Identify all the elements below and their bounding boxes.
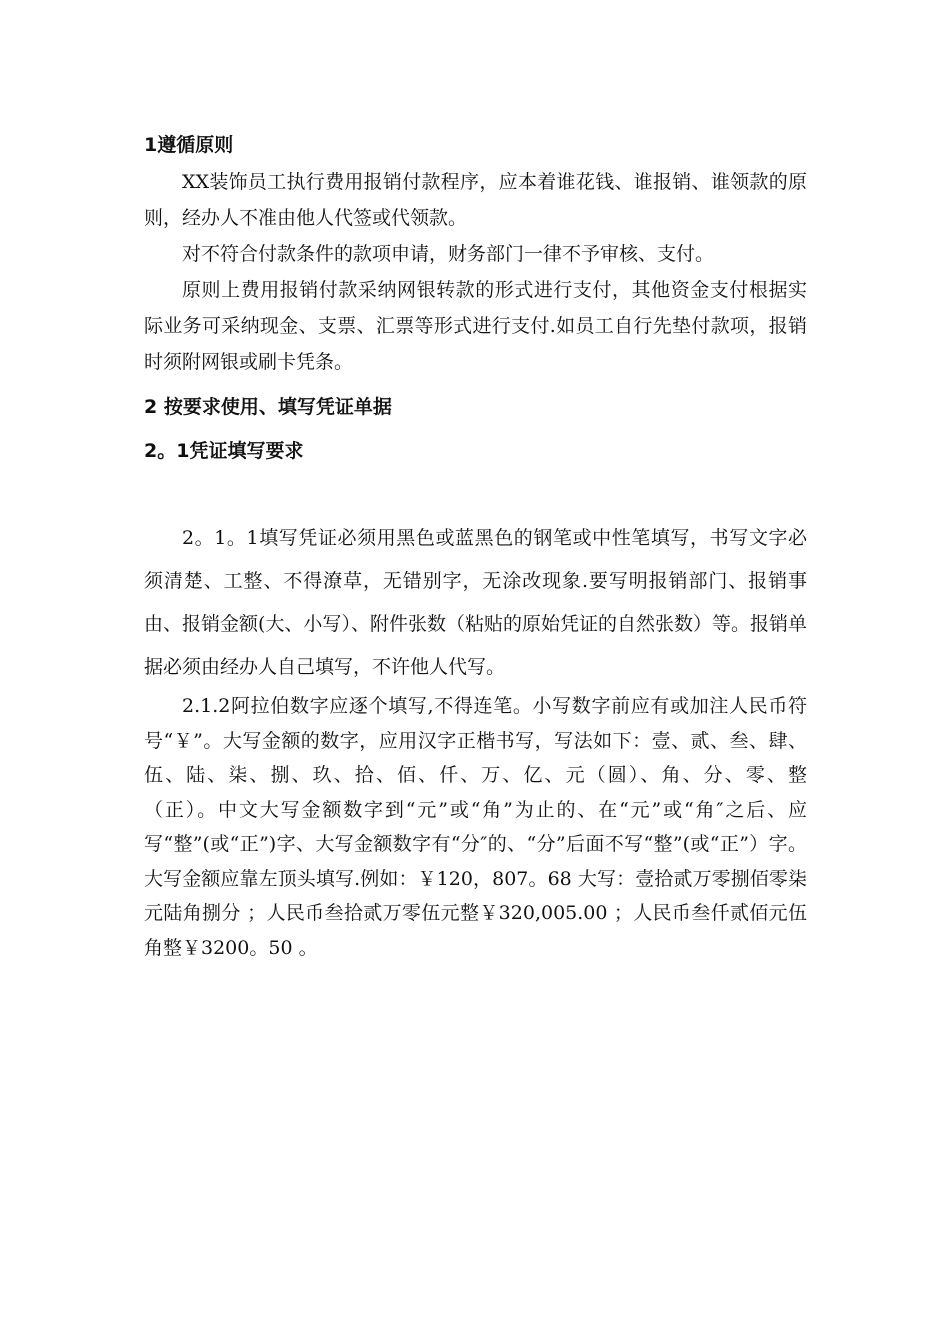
section-heading-voucher-filling: 2。1凭证填写要求 <box>144 440 304 462</box>
paragraph-principle-responsibility: XX装饰员工执行费用报销付款程序，应本着谁花钱、谁报销、谁领款的原则，经办人不准由他人代签或代领款。 <box>144 171 807 229</box>
section-heading-voucher-usage: 2 按要求使用、填写凭证单据 <box>144 396 392 418</box>
paragraph-filling-amount-rules: 2.1.2阿拉伯数字应逐个填写,不得连笔。小写数字前应有或加注人民币符号“￥”。大写金额的数字，应用汉字正楷书写，写法如下：壹、贰、叁、肆、伍、陆、柒、捌、玖、拾、佰、仟、万、亿、元（圆）、角、分、零、整（正）。中文大写金额数字到“元”或“角”为止的、在“元”或“角″之后、应写“整”(或“正”)字、大写金额数字有“分″的、“分”后面不写“整”(或“正”）字。大写金额应靠左顶头填写.例如：￥120，807。68 大写：壹拾贰万零捌佰零柒元陆角捌分 ；人民币叁拾贰万零伍元整￥320,005.00 ；人民币叁仟贰佰元伍角整￥3200。50 。 <box>144 695 807 959</box>
section-heading-principles: 1遵循原则 <box>144 134 234 156</box>
paragraph-principle-payment-method: 原则上费用报销付款采纳网银转款的形式进行支付，其他资金支付根据实际业务可采纳现金、支票、汇票等形式进行支付.如员工自行先垫付款项，报销时须附网银或刷卡凭条。 <box>144 279 807 373</box>
paragraph-principle-no-approval: 对不符合付款条件的款项申请，财务部门一律不予审核、支付。 <box>182 243 715 265</box>
paragraph-filling-pen-rules: 2。1。1填写凭证必须用黑色或蓝黑色的钢笔或中性笔填写，书写文字必须清楚、工整、不得潦草，无错别字，无涂改现象.要写明报销部门、报销事由、报销金额(大、小写）、附件张数（粘贴的原始凭证的自然张数）等。报销单据必须由经办人自己填写，不许他人代写。 <box>144 527 807 678</box>
document-body <box>144 130 807 965</box>
